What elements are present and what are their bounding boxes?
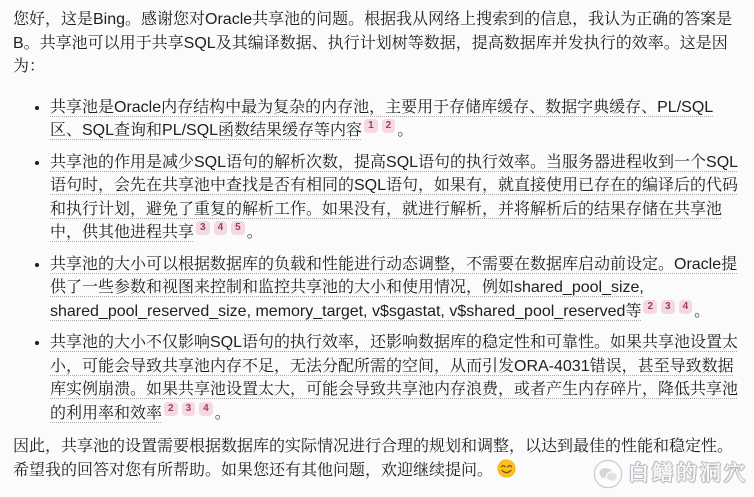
citation-link[interactable]: 2 (164, 402, 178, 416)
sentence-period: 。 (214, 404, 231, 422)
bullet-item-shared-pool-impact (50, 331, 745, 425)
cited-text: 共享池是Oracle内存结构中最为复杂的内存池，主要用于存储库缓存、数据字典缓存、PL/SQL区、SQL查询和PL/SQL函数结果缓存等内容 (50, 98, 714, 139)
citation-link[interactable]: 4 (214, 221, 228, 235)
cited-text: 共享池的大小不仅影响SQL语句的执行效率，还影响数据库的稳定性和可靠性。如果共享池设置太小，可能会导致共享池内存不足，无法分配所需的空间，从而引发ORA-4031错误，甚至导致数据库实例崩溃。如果共享池设置太大，可能会导致共享池内存浪费，或者产生内存碎片，降低共享池的利用率和效率 (50, 334, 739, 422)
cited-text: 共享池的作用是减少SQL语句的解析次数，提高SQL语句的执行效率。当服务器进程收到一个SQL语句时，会先在共享池中查找是否有相同的SQL语句，如果有，就直接使用已存在的编译后的代码和执行计划，避免了重复的解析工作。如果没有，就进行解析，并将解析后的结果存储在共享池中，供其他进程共享 (50, 153, 739, 241)
citation-link[interactable]: 2 (382, 119, 396, 133)
citation-link[interactable]: 3 (196, 221, 210, 235)
closing-paragraph (13, 435, 745, 482)
sentence-period: 。 (246, 224, 263, 241)
citation-link[interactable]: 3 (182, 402, 196, 416)
citation-link[interactable]: 5 (231, 221, 245, 235)
watermark-text: 白鳝的洞穴 (628, 462, 748, 486)
smiley-emoji-icon (497, 459, 516, 478)
bullet-list (13, 96, 745, 426)
citation-link[interactable]: 1 (364, 119, 378, 133)
citation-link[interactable]: 2 (643, 300, 657, 314)
citation-link[interactable]: 3 (661, 300, 675, 314)
bullet-item-shared-pool-function (50, 151, 745, 245)
citation-link[interactable]: 4 (679, 300, 693, 314)
citation-link[interactable]: 4 (199, 402, 213, 416)
closing-text: 因此，共享池的设置需要根据数据库的实际情况进行合理的规划和调整，以达到最佳的性能和稳定性。希望我的回答对您有所帮助。如果您还有其他问题，欢迎继续提问。 (13, 438, 734, 479)
bullet-item-shared-pool-contents (50, 96, 745, 143)
sentence-period: 。 (397, 122, 414, 139)
bullet-item-shared-pool-sizing (50, 253, 745, 324)
cited-text: 共享池的大小可以根据数据库的负载和性能进行动态调整，不需要在数据库启动前设定。Oracle提供了一些参数和视图来控制和监控共享池的大小和使用情况，例如shared_pool_size, shared_pool_reserved_size, memory_target, v$sgastat, v$shared_pool_reserved等 (50, 255, 738, 320)
intro-paragraph: 您好，这是Bing。感谢您对Oracle共享池的问题。根据我从网络上搜索到的信息，我认为正确的答案是B。共享池可以用于共享SQL及其编译数据、执行计划树等数据，提高数据库并发执行的效率。这是因为： (13, 11, 733, 75)
sentence-period: 。 (694, 302, 711, 320)
